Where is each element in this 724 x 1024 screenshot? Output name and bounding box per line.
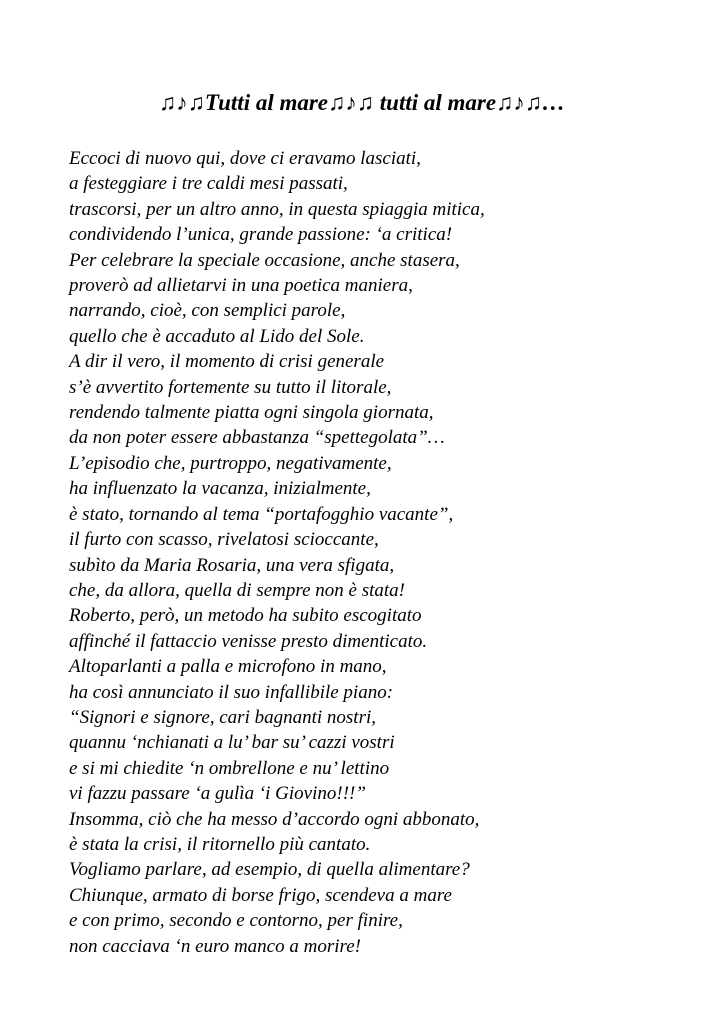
poem-line: è stato, tornando al tema “portafogghio vacante”, [69, 503, 454, 525]
poem-line: Eccoci di nuovo qui, dove ci eravamo lasciati, [69, 148, 421, 169]
poem-line: condividendo l’unica, grande passione: ‘a critica! [69, 224, 453, 246]
poem-line: L’episodio che, purtroppo, negativamente, [69, 452, 392, 474]
poem-line: che, da allora, quella di sempre non è stata! [69, 579, 405, 601]
poem-line: ha così annunciato il suo infallibile piano: [69, 681, 394, 703]
poem-line: proverò ad allietarvi in una poetica maniera, [69, 275, 413, 297]
poem-line: A dir il vero, il momento di crisi generale [69, 351, 385, 373]
poem-line: ha influenzato la vacanza, inizialmente, [69, 478, 371, 500]
poem-line: Roberto, però, un metodo ha subito escogitato [69, 605, 422, 627]
poem-line: narrando, cioè, con semplici parole, [69, 300, 346, 322]
poem-line: Insomma, ciò che ha messo d’accordo ogni abbonato, [69, 808, 480, 830]
poem-line: il furto con scasso, rivelatosi scioccante, [69, 529, 379, 551]
poem-line: affinché il fattaccio venisse presto dimenticato. [69, 630, 428, 652]
poem-line: Vogliamo parlare, ad esempio, di quella alimentare? [69, 859, 470, 881]
poem-line: Chiunque, armato di borse frigo, scendeva a mare [69, 884, 452, 906]
poem-line: a festeggiare i tre caldi mesi passati, [69, 173, 348, 195]
poem-line: non cacciava ‘n euro manco a morire! [69, 935, 361, 957]
poem-line: da non poter essere abbastanza “spettegolata”… [69, 427, 445, 449]
poem-line: quello che è accaduto al Lido del Sole. [69, 325, 365, 347]
poem-line: rendendo talmente piatta ogni singola giornata, [69, 402, 434, 424]
poem-title: ♫♪♫Tutti al mare♫♪♫ tutti al mare♫♪♫… [158, 90, 566, 115]
poem-line: Per celebrare la speciale occasione, anche stasera, [69, 249, 460, 271]
poem-line: è stata la crisi, il ritornello più cantato. [69, 833, 371, 855]
poem-line: “Signori e signore, cari bagnanti nostri, [69, 706, 377, 728]
poem-line: e si mi chiedite ‘n ombrellone e nu’ lettino [69, 757, 390, 779]
poem-line: subìto da Maria Rosaria, una vera sfigata, [69, 554, 395, 576]
poem-line: vi fazzu passare ‘a gulìa ‘i Giovino!!!” [69, 783, 366, 805]
poem-line: s’è avvertito fortemente su tutto il litorale, [69, 376, 392, 398]
poem-line: quannu ‘nchianati a lu’ bar su’ cazzi vostri [69, 732, 395, 754]
poem-line: Altoparlanti a palla e microfono in mano, [69, 656, 387, 678]
poem-line: trascorsi, per un altro anno, in questa spiaggia mitica, [69, 198, 485, 220]
poem-body [69, 146, 709, 959]
poem-line: e con primo, secondo e contorno, per finire, [69, 910, 403, 932]
